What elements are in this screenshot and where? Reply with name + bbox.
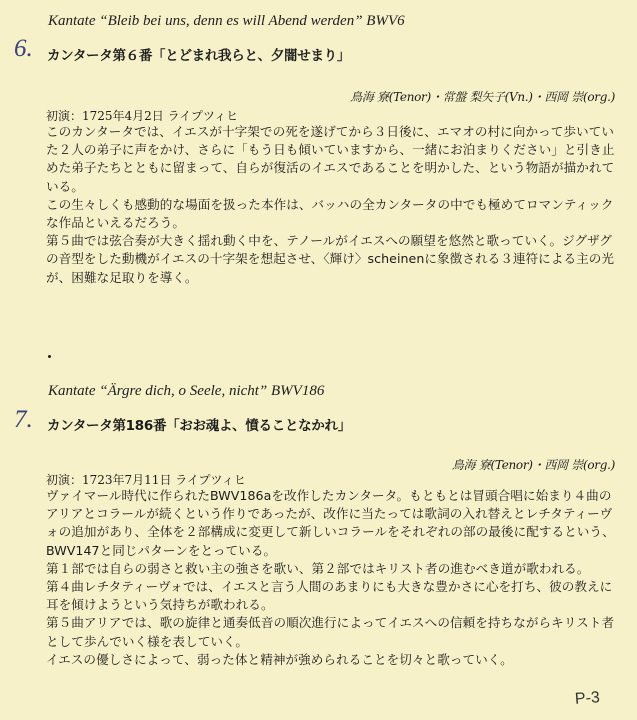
section7-premiere: 初演：1723年7月11日 ライプツィヒ (46, 473, 246, 487)
section7-paragraph: 第４曲レチタティーヴォでは、イエスと言う人間のあまりにも大きな豊かさに心を打ち、彼の教えに耳を傾けようという気持ちが歌われる。 (46, 579, 613, 613)
section7-paragraph: 第１部では自らの弱さと救い主の強さを歌い、第２部ではキリスト者の進むべき道が歌われる。 (46, 560, 590, 576)
section6-number: 6. (14, 35, 33, 62)
section6-body (46, 123, 616, 287)
section7-paragraph: ヴァイマール時代に作られたBWV186aを改作したカンタータ。もともとは冒頭合唱に始まり４曲のアリアとコラールが続くという作りであったが、改作に当たっては歌詞の入れ替えとレチタティーヴォの追加があり、全体を２部構成に変更して新しいコラールをそれぞれの部の最後に配するという、BWV147と同じパターンをとっている。 (46, 488, 615, 558)
section6-premiere: 初演：1725年4月2日 ライプツィヒ (46, 109, 239, 123)
section6-cantata-title: カンタータ第６番「とどまれ我らと、夕闇せまり」 (47, 48, 351, 64)
section7-paragraph: イエスの優しさによって、弱った体と精神が強められることを切々と歌っていく。 (46, 651, 513, 667)
section7-number: 7. (14, 406, 33, 433)
section6-work-title: Kantate “Bleib bei uns, denn es will Abend werden” BWV6 (48, 13, 405, 29)
section7-paragraph: 第５曲アリアでは、歌の旋律と通奏低音の順次進行によってイエスへの信頼を持ちながらキリスト者として歩んでいく様を表していく。 (46, 615, 615, 649)
section6-performers: 鳥海 寮(Tenor)・常盤 梨矢子(Vn.)・西岡 崇(org.) (350, 90, 615, 104)
section6-paragraph: この生々しくも感動的な場面を扱った本作は、バッハの全カンタータの中でも極めてロマンティックな作品といえるだろう。 (46, 196, 614, 231)
section6-paragraph: このカンタータでは、イエスが十字架での死を遂げてから３日後に、エマオの村に向かって歩いていた２人の弟子に声をかけ、さらに「もう日も傾いていますから、一緒にお泊まりください」と引き止めた弟子たちとともに留まって、自らが復活のイエスであることを明かした、という物語が描かれている。 (46, 124, 615, 194)
divider-dot (48, 355, 51, 358)
section6-paragraph: 第５曲では弦合奏が大きく揺れ動く中を、テノールがイエスへの願望を悠然と歌っていく。ジグザグの音型をした動機がイエスの十字架を想起させ、〈輝け〉scheinenに象徴される３連符による主の光が、困難な足取りを導く。 (46, 233, 615, 285)
section7-body (46, 487, 616, 669)
section7-performers: 鳥海 寮(Tenor)・西岡 崇(org.) (451, 458, 615, 472)
section7-work-title: Kantate “Ärgre dich, o Seele, nicht” BWV186 (48, 383, 325, 399)
page-number: P-3 (574, 689, 601, 708)
section7-cantata-title: カンタータ第186番「おお魂よ、憤ることなかれ」 (47, 418, 351, 434)
